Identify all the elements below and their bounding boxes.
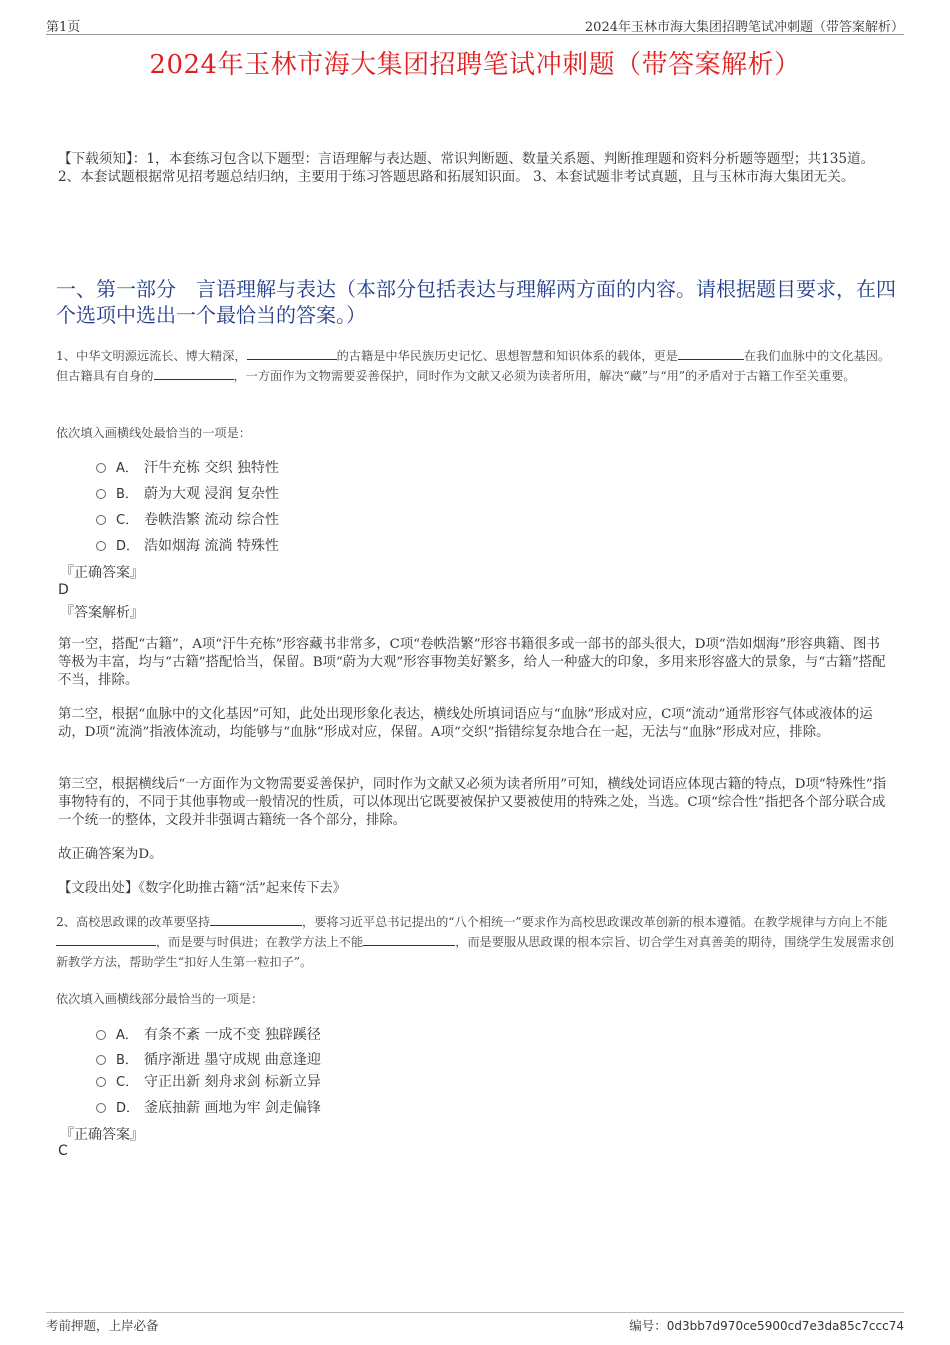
q1-option-d[interactable]: D． 浩如烟海 流淌 特殊性 [96, 535, 279, 555]
q2-option-c[interactable]: C． 守正出新 刻舟求剑 标新立异 [96, 1071, 321, 1091]
fill-blank [154, 367, 234, 380]
fill-blank [56, 933, 156, 946]
radio-icon[interactable] [96, 541, 106, 551]
q1-analysis-paragraph: 第一空，搭配“古籍”，A项“汗牛充栋”形容藏书非常多，C项“卷帙浩繁”形容书籍很多或一部书的部头很大，D项“浩如烟海”形容典籍、图书等极为丰富，均与“古籍”搭配恰当，保留。B项“蔚为大观”形容事物美好繁多，给人一种盛大的印象，多用来形容盛大的景象，与“古籍”搭配不当，排除。 [58, 637, 886, 688]
question-1-part-4: ，一方面作为文物需要妥善保护，同时作为文献又必须为读者所用，解决“藏”与“用”的矛盾对于古籍工作至关重要。 [233, 369, 856, 383]
q1-option-a[interactable]: A． 汗牛充栋 交织 独特性 [96, 457, 279, 477]
fill-blank [363, 933, 455, 946]
question-1-text [56, 346, 898, 386]
q2-option-d[interactable]: D． 釜底抽薪 画地为牢 剑走偏锋 [96, 1097, 321, 1117]
q1-analysis-label: 『答案解析』 [60, 605, 144, 621]
q1-analysis-paragraph: 第二空，根据“血脉中的文化基因”可知，此处出现形象化表达，横线处所填词语应与“血脉”形成对应，C项“流动”通常形容气体或液体的运动，D项“流淌”指液体流动，均能够与“血脉”形成对应，保留。A项“交织”指错综复杂地合在一起，无法与“血脉”形成对应，排除。 [58, 707, 873, 740]
radio-icon[interactable] [96, 1055, 106, 1065]
fill-blank [210, 913, 302, 926]
q2-answer-label: 『正确答案』 [60, 1127, 144, 1143]
download-notice: 【下载须知】：1，本套练习包含以下题型：言语理解与表达题、常识判断题、数量关系题、判断推理题和资料分析题等题型；共135道。 2、本套试题根据常见招考题总结归纳，主要用于练习答题思路和拓展知识面。 3、本套试题非考试真题，且与玉林市海大集团无关。 [58, 151, 875, 185]
question-2-part-3: ，而是要与时俱进；在教学方法上不能 [156, 935, 364, 949]
question-2-text [56, 912, 898, 972]
q1-option-c[interactable]: C． 卷帙浩繁 流动 综合性 [96, 509, 279, 529]
question-2-part-4: ，而是要服从思政课的根本宗旨、切合学生对真善美的期待，围绕学生发展需求创新教学方法，帮助学生“扣好人生第一粒扣子”。 [56, 935, 894, 969]
q1-source: 【文段出处】《数字化助推古籍“活”起来传下去》 [58, 881, 347, 896]
radio-icon[interactable] [96, 515, 106, 525]
page-footer [46, 1312, 904, 1333]
document-code: 编号：0d3bb7d970ce5900cd7e3da85c7ccc74 [629, 1318, 904, 1333]
q2-option-b[interactable]: B． 循序渐进 墨守成规 曲意逢迎 [96, 1049, 321, 1069]
q1-option-b[interactable]: B． 蔚为大观 浸润 复杂性 [96, 483, 279, 503]
q2-answer: C [58, 1143, 68, 1159]
radio-icon[interactable] [96, 1077, 106, 1087]
q1-conclusion: 故正确答案为D。 [58, 847, 163, 862]
header-doc-title: 2024年玉林市海大集团招聘笔试冲刺题（带答案解析） [584, 20, 904, 35]
q1-analysis-paragraph: 第三空，根据横线后“一方面作为文物需要妥善保护，同时作为文献又必须为读者所用”可知，横线处词语应体现古籍的特点，D项“特殊性”指事物特有的，不同于其他事物或一般情况的性质，可以体现出它既要被保护又要被使用的特殊之处，当选。C项“综合性”指把各个部分联合成一个统一的整体，文段并非强调古籍统一各个部分，排除。 [58, 777, 887, 828]
footer-slogan: 考前押题，上岸必备 [46, 1318, 159, 1333]
q2-option-a[interactable]: A． 有条不紊 一成不变 独辟蹊径 [96, 1024, 321, 1044]
question-1-prompt: 依次填入画横线处最恰当的一项是： [56, 426, 251, 440]
question-2-part-1: 2、高校思政课的改革要坚持 [56, 915, 211, 929]
radio-icon[interactable] [96, 489, 106, 499]
section-title: 一、第一部分 言语理解与表达（本部分包括表达与理解两方面的内容。请根据题目要求，在四个选项中选出一个最恰当的答案。） [56, 277, 896, 327]
page-title: 2024年玉林市海大集团招聘笔试冲刺题（带答案解析） [149, 50, 801, 80]
fill-blank [247, 347, 337, 360]
question-1-part-1: 1、中华文明源远流长、博大精深， [56, 349, 247, 363]
question-2-prompt: 依次填入画横线部分最恰当的一项是： [56, 992, 264, 1006]
fill-blank [678, 347, 744, 360]
question-1-part-3: 在我们血脉中的文化基因。但古籍具有自身的 [56, 349, 891, 383]
page-header [46, 14, 904, 35]
q1-answer-label: 『正确答案』 [60, 565, 144, 581]
q1-answer: D [58, 582, 69, 598]
page-number: 第1页 [46, 20, 81, 35]
radio-icon[interactable] [96, 1030, 106, 1040]
radio-icon[interactable] [96, 1103, 106, 1113]
radio-icon[interactable] [96, 463, 106, 473]
question-1-part-2: 的古籍是中华民族历史记忆、思想智慧和知识体系的载体，更是 [336, 349, 678, 363]
question-2-part-2: ，要将习近平总书记提出的“八个相统一”要求作为高校思政课改革创新的根本遵循。在教学规律与方向上不能 [302, 915, 888, 929]
